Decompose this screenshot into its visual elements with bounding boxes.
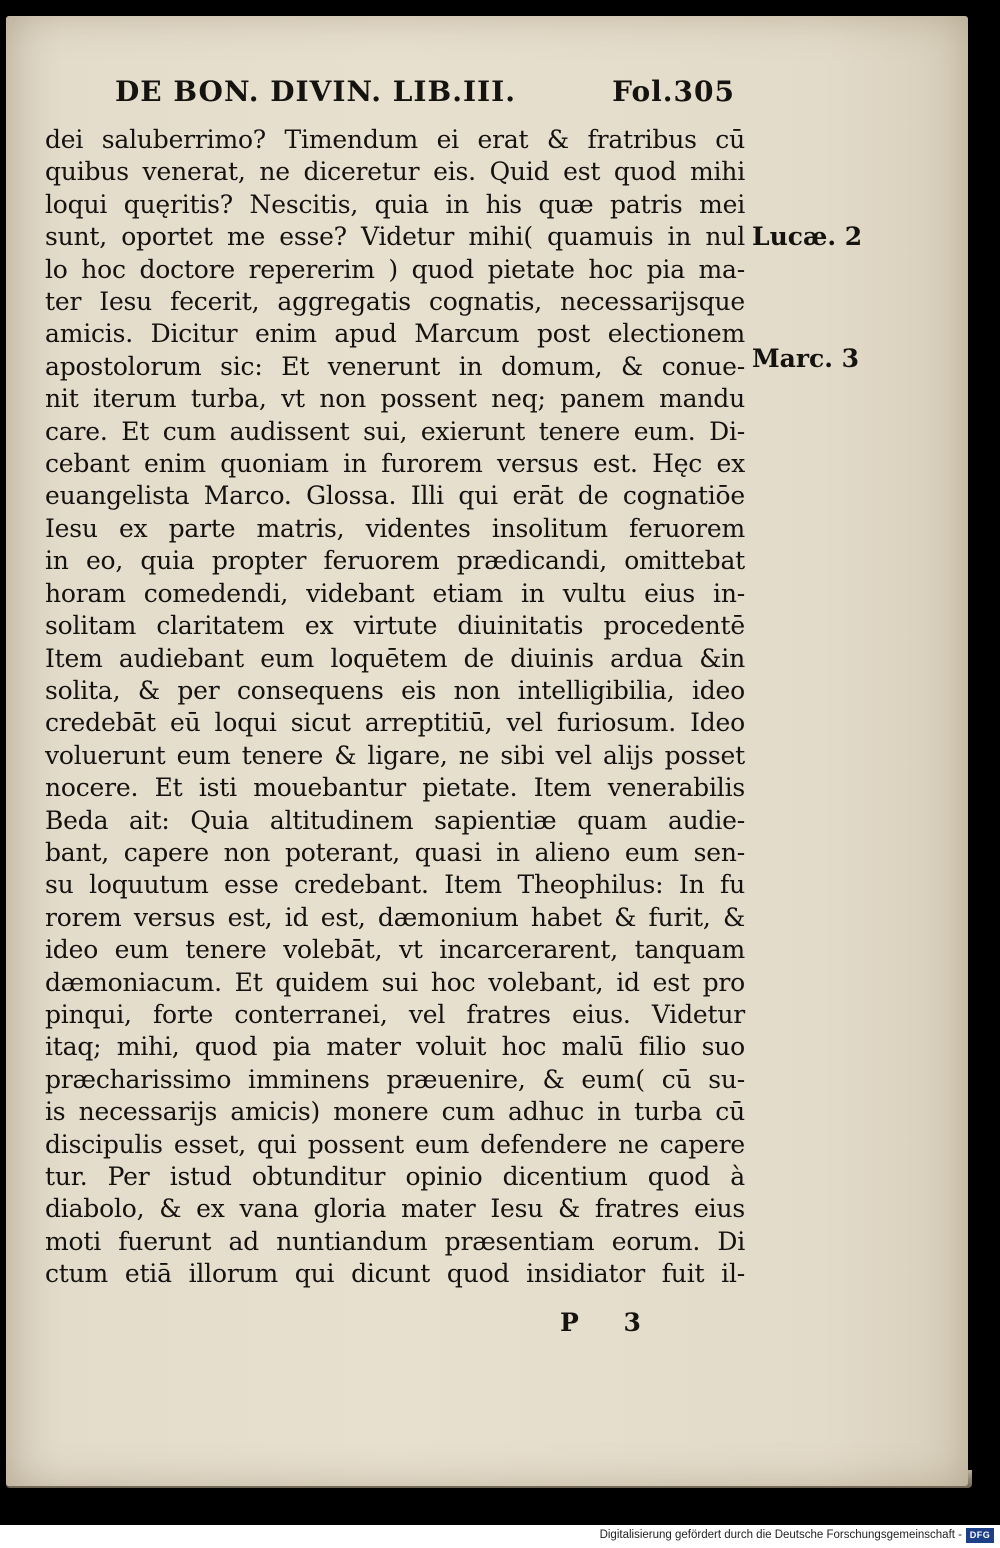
text-line: discipulis esset, qui possent eum defendere ne capere bbox=[45, 1129, 745, 1159]
text-line: euangelista Marco. Glossa. Illi qui erāt de cognatiōe bbox=[45, 481, 745, 511]
text-line: Iesu ex parte matris, videntes insolitum feruorem bbox=[45, 513, 745, 543]
text-line: pinqui, forte conterranei, vel fratres eius. Videtur bbox=[45, 999, 745, 1029]
text-line: itaq; mihi, quod pia mater voluit hoc malū filio suo bbox=[45, 1032, 745, 1062]
running-header bbox=[115, 75, 735, 108]
text-line: nit iterum turba, vt non possent neq; panem mandu bbox=[45, 384, 745, 414]
footer-bar bbox=[0, 1525, 1000, 1548]
text-line: Beda ait: Quia altitudinem sapientiæ quam audie- bbox=[45, 805, 745, 835]
text-line: amicis. Dicitur enim apud Marcum post electionem bbox=[45, 319, 745, 349]
text-line: cebant enim quoniam in furorem versus est. Hęc ex bbox=[45, 449, 745, 479]
text-line: loqui quęritis? Nescitis, quia in his quæ patris mei bbox=[45, 189, 745, 219]
text-line: ideo eum tenere volebāt, vt incarcerarent, tanquam bbox=[45, 935, 745, 965]
text-line: nocere. Et isti mouebantur pietate. Item venerabilis bbox=[45, 773, 745, 803]
text-line: tur. Per istud obtunditur opinio dicentium quod à bbox=[45, 1162, 745, 1191]
text-line: præcharissimo imminens præuenire, & eum( cū su- bbox=[45, 1064, 745, 1094]
text-line: care. Et cum audissent sui, exierunt tenere eum. Di- bbox=[45, 416, 745, 446]
text-line: diabolo, & ex vana gloria mater Iesu & fratres eius bbox=[45, 1194, 745, 1224]
text-line: dei saluberrimo? Timendum ei erat & fratribus cū bbox=[45, 125, 745, 154]
text-line: credebāt eū loqui sicut arreptitiū, vel furiosum. Ideo bbox=[45, 708, 745, 738]
margin-note-lucae: Lucæ. 2 bbox=[752, 222, 863, 251]
text-line: dæmoniacum. Et quidem sui hoc volebant, id est pro bbox=[45, 967, 745, 997]
text-line: solita, & per consequens eis non intelligibilia, ideo bbox=[45, 675, 745, 705]
text-line: ctum etiā illorum qui dicunt quod insidiator fuit il- bbox=[45, 1259, 745, 1289]
dfg-logo: DFG bbox=[966, 1528, 994, 1543]
text-line: quibus venerat, ne diceretur eis. Quid est quod mihi bbox=[45, 157, 745, 187]
text-line: in eo, quia propter feruorem prædicandi, omittebat bbox=[45, 546, 745, 576]
text-line: horam comedendi, videbant etiam in vultu eius in- bbox=[45, 578, 745, 608]
text-line: moti fuerunt ad nuntiandum præsentiam eorum. Di bbox=[45, 1226, 745, 1256]
text-line: apostolorum sic: Et venerunt in domum, & conue- bbox=[45, 351, 745, 381]
folio-number: Fol.305 bbox=[612, 75, 735, 108]
text-line: bant, capere non poterant, quasi in alieno eum sen- bbox=[45, 837, 745, 867]
text-line: su loquutum esse credebant. Item Theophilus: In fu bbox=[45, 870, 745, 900]
margin-note-marc: Marc. 3 bbox=[752, 344, 860, 373]
text-line: ter Iesu fecerit, aggregatis cognatis, necessarijsque bbox=[45, 287, 745, 317]
text-line: Item audiebant eum loquētem de diuinis ardua &in bbox=[45, 643, 745, 673]
text-line: rorem versus est, id est, dæmonium habet & furit, & bbox=[45, 902, 745, 932]
funding-credit: Digitalisierung gefördert durch die Deutsche Forschungsgemeinschaft - bbox=[599, 1529, 962, 1541]
header-title: DE BON. DIVIN. LIB.III. bbox=[115, 75, 516, 108]
body-text bbox=[45, 124, 745, 1291]
text-line: solitam claritatem ex virtute diuinitatis procedentē bbox=[45, 611, 745, 641]
text-line: lo hoc doctore repererim ) quod pietate hoc pia ma- bbox=[45, 254, 745, 284]
text-line: voluerunt eum tenere & ligare, ne sibi vel alijs posset bbox=[45, 740, 745, 770]
text-line: is necessarijs amicis) monere cum adhuc in turba cū bbox=[45, 1097, 745, 1127]
text-line: sunt, oportet me esse? Videtur mihi( quamuis in nul bbox=[45, 222, 745, 252]
signature-mark: P 3 bbox=[560, 1308, 659, 1337]
